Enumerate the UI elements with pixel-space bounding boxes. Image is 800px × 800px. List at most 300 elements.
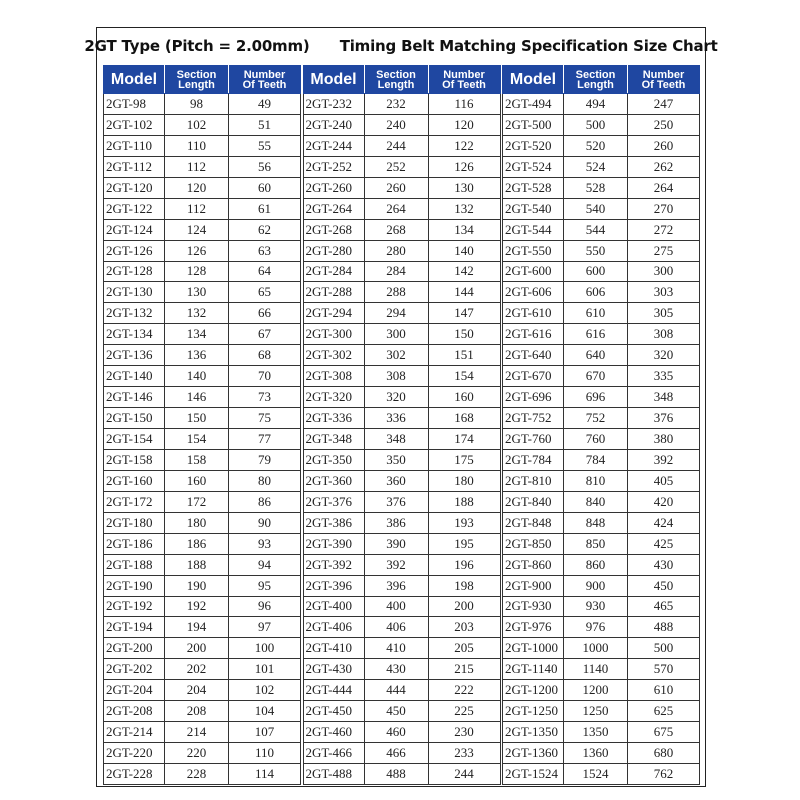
teeth-count-cell: 77 — [229, 429, 301, 450]
section-length-cell: 348 — [364, 429, 428, 450]
section-length-cell: 450 — [364, 701, 428, 722]
model-cell: 2GT-300 — [303, 324, 364, 345]
model-cell: 2GT-400 — [303, 596, 364, 617]
section-length-cell: 280 — [364, 240, 428, 261]
table-row — [303, 449, 500, 470]
teeth-count-cell: 100 — [229, 638, 301, 659]
teeth-count-cell: 86 — [229, 491, 301, 512]
model-cell: 2GT-406 — [303, 617, 364, 638]
teeth-count-cell: 104 — [229, 701, 301, 722]
teeth-count-cell: 130 — [428, 177, 500, 198]
model-cell: 2GT-1250 — [503, 701, 564, 722]
section-length-cell: 220 — [165, 743, 229, 764]
section-length-cell: 294 — [364, 303, 428, 324]
table-row — [104, 177, 301, 198]
model-cell: 2GT-524 — [503, 156, 564, 177]
table-row — [303, 261, 500, 282]
section-length-cell: 544 — [564, 219, 628, 240]
section-length-cell: 1250 — [564, 701, 628, 722]
model-cell: 2GT-850 — [503, 533, 564, 554]
model-cell: 2GT-154 — [104, 429, 165, 450]
section-length-cell: 976 — [564, 617, 628, 638]
model-header: Model — [104, 66, 165, 94]
model-cell: 2GT-194 — [104, 617, 165, 638]
section-length-cell: 150 — [165, 408, 229, 429]
teeth-count-cell: 675 — [628, 722, 700, 743]
teeth-count-cell: 376 — [628, 408, 700, 429]
model-cell: 2GT-240 — [303, 114, 364, 135]
model-cell: 2GT-188 — [104, 554, 165, 575]
teeth-count-cell: 450 — [628, 575, 700, 596]
table-row — [104, 680, 301, 701]
section-length-header: Section Length — [165, 66, 229, 94]
model-cell: 2GT-848 — [503, 512, 564, 533]
model-cell: 2GT-376 — [303, 491, 364, 512]
teeth-count-cell: 67 — [229, 324, 301, 345]
table-body — [503, 94, 700, 785]
table-row — [503, 240, 700, 261]
teeth-count-cell: 215 — [428, 659, 500, 680]
model-cell: 2GT-1140 — [503, 659, 564, 680]
table-row — [104, 303, 301, 324]
section-length-cell: 214 — [165, 722, 229, 743]
teeth-count-cell: 570 — [628, 659, 700, 680]
table-row — [303, 324, 500, 345]
table-row — [303, 114, 500, 135]
model-cell: 2GT-784 — [503, 449, 564, 470]
table-row — [303, 701, 500, 722]
table-row — [104, 135, 301, 156]
model-cell: 2GT-752 — [503, 408, 564, 429]
teeth-count-cell: 63 — [229, 240, 301, 261]
model-cell: 2GT-146 — [104, 387, 165, 408]
teeth-count-cell: 120 — [428, 114, 500, 135]
model-cell: 2GT-460 — [303, 722, 364, 743]
table-row — [503, 596, 700, 617]
section-length-cell: 860 — [564, 554, 628, 575]
teeth-count-cell: 49 — [229, 94, 301, 115]
teeth-count-cell: 116 — [428, 94, 500, 115]
teeth-count-cell: 203 — [428, 617, 500, 638]
teeth-count-cell: 198 — [428, 575, 500, 596]
table-row — [503, 512, 700, 533]
model-cell: 2GT-122 — [104, 198, 165, 219]
section-length-cell: 430 — [364, 659, 428, 680]
table-row — [303, 387, 500, 408]
table-row — [104, 638, 301, 659]
table-row — [503, 470, 700, 491]
table-header-row — [303, 66, 500, 94]
teeth-count-cell: 233 — [428, 743, 500, 764]
table-header-row — [503, 66, 700, 94]
model-cell: 2GT-124 — [104, 219, 165, 240]
table-row — [503, 156, 700, 177]
model-cell: 2GT-128 — [104, 261, 165, 282]
section-length-cell: 188 — [165, 554, 229, 575]
model-cell: 2GT-208 — [104, 701, 165, 722]
section-length-cell: 200 — [165, 638, 229, 659]
section-length-cell: 252 — [364, 156, 428, 177]
table-row — [503, 94, 700, 115]
section-length-cell: 494 — [564, 94, 628, 115]
model-cell: 2GT-244 — [303, 135, 364, 156]
model-cell: 2GT-810 — [503, 470, 564, 491]
section-length-cell: 124 — [165, 219, 229, 240]
teeth-count-cell: 102 — [229, 680, 301, 701]
teeth-count-cell: 225 — [428, 701, 500, 722]
table-row — [503, 659, 700, 680]
table-row — [503, 345, 700, 366]
teeth-count-cell: 320 — [628, 345, 700, 366]
model-cell: 2GT-140 — [104, 366, 165, 387]
model-cell: 2GT-180 — [104, 512, 165, 533]
table-header-row — [104, 66, 301, 94]
teeth-count-cell: 303 — [628, 282, 700, 303]
table-row — [303, 722, 500, 743]
section-length-cell: 670 — [564, 366, 628, 387]
model-cell: 2GT-520 — [503, 135, 564, 156]
teeth-count-cell: 425 — [628, 533, 700, 554]
table-row — [104, 470, 301, 491]
section-length-cell: 136 — [165, 345, 229, 366]
section-length-cell: 376 — [364, 491, 428, 512]
section-length-cell: 202 — [165, 659, 229, 680]
table-row — [303, 491, 500, 512]
table-row — [303, 156, 500, 177]
model-cell: 2GT-120 — [104, 177, 165, 198]
table-row — [503, 554, 700, 575]
teeth-count-cell: 101 — [229, 659, 301, 680]
teeth-count-cell: 680 — [628, 743, 700, 764]
model-cell: 2GT-1000 — [503, 638, 564, 659]
model-cell: 2GT-544 — [503, 219, 564, 240]
section-length-header: Section Length — [564, 66, 628, 94]
table-body — [303, 94, 500, 785]
table-row — [503, 135, 700, 156]
section-length-cell: 110 — [165, 135, 229, 156]
teeth-count-cell: 262 — [628, 156, 700, 177]
teeth-count-cell: 180 — [428, 470, 500, 491]
model-cell: 2GT-158 — [104, 449, 165, 470]
teeth-count-cell: 335 — [628, 366, 700, 387]
section-length-cell: 154 — [165, 429, 229, 450]
section-length-cell: 616 — [564, 324, 628, 345]
teeth-count-cell: 80 — [229, 470, 301, 491]
model-cell: 2GT-336 — [303, 408, 364, 429]
spec-table-3 — [502, 65, 700, 785]
section-length-cell: 112 — [165, 156, 229, 177]
teeth-count-cell: 610 — [628, 680, 700, 701]
table-row — [303, 219, 500, 240]
teeth-count-cell: 300 — [628, 261, 700, 282]
section-length-cell: 460 — [364, 722, 428, 743]
model-cell: 2GT-172 — [104, 491, 165, 512]
model-cell: 2GT-1524 — [503, 764, 564, 785]
table-row — [303, 94, 500, 115]
section-length-cell: 268 — [364, 219, 428, 240]
teeth-count-cell: 79 — [229, 449, 301, 470]
table-row — [104, 387, 301, 408]
table-row — [104, 408, 301, 429]
model-cell: 2GT-1350 — [503, 722, 564, 743]
model-cell: 2GT-386 — [303, 512, 364, 533]
table-row — [503, 324, 700, 345]
table-row — [104, 554, 301, 575]
section-length-cell: 98 — [165, 94, 229, 115]
section-length-cell: 524 — [564, 156, 628, 177]
section-length-cell: 600 — [564, 261, 628, 282]
section-length-cell: 390 — [364, 533, 428, 554]
teeth-count-cell: 64 — [229, 261, 301, 282]
model-header: Model — [503, 66, 564, 94]
teeth-count-cell: 70 — [229, 366, 301, 387]
section-length-cell: 130 — [165, 282, 229, 303]
model-cell: 2GT-528 — [503, 177, 564, 198]
teeth-count-cell: 144 — [428, 282, 500, 303]
model-cell: 2GT-860 — [503, 554, 564, 575]
table-row — [104, 575, 301, 596]
section-length-cell: 810 — [564, 470, 628, 491]
model-cell: 2GT-550 — [503, 240, 564, 261]
model-cell: 2GT-136 — [104, 345, 165, 366]
teeth-count-cell: 405 — [628, 470, 700, 491]
section-length-cell: 1000 — [564, 638, 628, 659]
model-cell: 2GT-302 — [303, 345, 364, 366]
model-cell: 2GT-268 — [303, 219, 364, 240]
model-cell: 2GT-1360 — [503, 743, 564, 764]
table-row — [503, 701, 700, 722]
teeth-count-cell: 222 — [428, 680, 500, 701]
table-row — [503, 366, 700, 387]
table-row — [303, 429, 500, 450]
table-row — [303, 659, 500, 680]
chart-title: 2GT Type (Pitch = 2.00mm) Timing Belt Matching Specification Size Chart — [84, 37, 718, 55]
section-length-cell: 186 — [165, 533, 229, 554]
model-cell: 2GT-350 — [303, 449, 364, 470]
model-cell: 2GT-320 — [303, 387, 364, 408]
section-length-cell: 308 — [364, 366, 428, 387]
section-length-cell: 192 — [165, 596, 229, 617]
section-length-cell: 396 — [364, 575, 428, 596]
section-length-cell: 840 — [564, 491, 628, 512]
table-row — [104, 512, 301, 533]
table-row — [104, 345, 301, 366]
table-row — [104, 617, 301, 638]
section-length-cell: 900 — [564, 575, 628, 596]
section-length-cell: 360 — [364, 470, 428, 491]
table-row — [104, 533, 301, 554]
section-length-cell: 500 — [564, 114, 628, 135]
table-row — [104, 743, 301, 764]
teeth-count-cell: 61 — [229, 198, 301, 219]
table-row — [303, 533, 500, 554]
section-length-cell: 128 — [165, 261, 229, 282]
spec-table-1 — [103, 65, 301, 785]
model-cell: 2GT-900 — [503, 575, 564, 596]
section-length-cell: 850 — [564, 533, 628, 554]
table-row — [104, 449, 301, 470]
section-length-cell: 132 — [165, 303, 229, 324]
model-cell: 2GT-466 — [303, 743, 364, 764]
table-row — [503, 387, 700, 408]
model-cell: 2GT-294 — [303, 303, 364, 324]
model-cell: 2GT-220 — [104, 743, 165, 764]
section-length-cell: 172 — [165, 491, 229, 512]
table-row — [104, 366, 301, 387]
table-row — [104, 596, 301, 617]
model-cell: 2GT-610 — [503, 303, 564, 324]
section-length-cell: 784 — [564, 449, 628, 470]
teeth-count-cell: 122 — [428, 135, 500, 156]
teeth-count-cell: 140 — [428, 240, 500, 261]
model-cell: 2GT-228 — [104, 764, 165, 785]
teeth-count-cell: 147 — [428, 303, 500, 324]
model-cell: 2GT-976 — [503, 617, 564, 638]
table-row — [303, 345, 500, 366]
teeth-count-cell: 270 — [628, 198, 700, 219]
teeth-count-cell: 392 — [628, 449, 700, 470]
teeth-count-cell: 264 — [628, 177, 700, 198]
teeth-count-cell: 308 — [628, 324, 700, 345]
model-cell: 2GT-392 — [303, 554, 364, 575]
section-length-cell: 260 — [364, 177, 428, 198]
tables-container — [103, 65, 700, 785]
section-length-cell: 848 — [564, 512, 628, 533]
model-cell: 2GT-102 — [104, 114, 165, 135]
teeth-count-cell: 275 — [628, 240, 700, 261]
table-row — [503, 722, 700, 743]
section-length-cell: 1140 — [564, 659, 628, 680]
section-length-cell: 752 — [564, 408, 628, 429]
model-cell: 2GT-494 — [503, 94, 564, 115]
model-cell: 2GT-192 — [104, 596, 165, 617]
teeth-count-cell: 132 — [428, 198, 500, 219]
teeth-count-cell: 195 — [428, 533, 500, 554]
teeth-count-cell: 175 — [428, 449, 500, 470]
section-length-cell: 1360 — [564, 743, 628, 764]
table-row — [503, 114, 700, 135]
teeth-count-cell: 134 — [428, 219, 500, 240]
teeth-count-cell: 126 — [428, 156, 500, 177]
model-cell: 2GT-540 — [503, 198, 564, 219]
teeth-count-cell: 150 — [428, 324, 500, 345]
teeth-count-cell: 151 — [428, 345, 500, 366]
model-cell: 2GT-132 — [104, 303, 165, 324]
section-length-cell: 126 — [165, 240, 229, 261]
table-row — [503, 449, 700, 470]
section-length-cell: 540 — [564, 198, 628, 219]
table-row — [104, 429, 301, 450]
table-row — [303, 408, 500, 429]
teeth-count-cell: 142 — [428, 261, 500, 282]
teeth-count-cell: 93 — [229, 533, 301, 554]
table-row — [104, 94, 301, 115]
model-cell: 2GT-260 — [303, 177, 364, 198]
teeth-count-cell: 95 — [229, 575, 301, 596]
model-cell: 2GT-204 — [104, 680, 165, 701]
table-row — [104, 491, 301, 512]
model-cell: 2GT-284 — [303, 261, 364, 282]
section-length-cell: 410 — [364, 638, 428, 659]
table-row — [303, 366, 500, 387]
teeth-count-cell: 56 — [229, 156, 301, 177]
section-length-cell: 228 — [165, 764, 229, 785]
model-cell: 2GT-186 — [104, 533, 165, 554]
model-cell: 2GT-1200 — [503, 680, 564, 701]
model-cell: 2GT-200 — [104, 638, 165, 659]
section-length-cell: 488 — [364, 764, 428, 785]
teeth-count-cell: 174 — [428, 429, 500, 450]
teeth-count-cell: 625 — [628, 701, 700, 722]
section-length-cell: 194 — [165, 617, 229, 638]
table-row — [303, 177, 500, 198]
section-length-cell: 336 — [364, 408, 428, 429]
model-header: Model — [303, 66, 364, 94]
model-cell: 2GT-288 — [303, 282, 364, 303]
teeth-count-cell: 96 — [229, 596, 301, 617]
teeth-count-cell: 193 — [428, 512, 500, 533]
section-length-cell: 466 — [364, 743, 428, 764]
section-length-cell: 158 — [165, 449, 229, 470]
teeth-count-cell: 60 — [229, 177, 301, 198]
spec-chart-frame — [84, 27, 718, 787]
table-row — [104, 240, 301, 261]
teeth-count-cell: 250 — [628, 114, 700, 135]
model-cell: 2GT-202 — [104, 659, 165, 680]
model-cell: 2GT-760 — [503, 429, 564, 450]
teeth-count-cell: 114 — [229, 764, 301, 785]
section-length-cell: 204 — [165, 680, 229, 701]
table-row — [503, 429, 700, 450]
table-row — [303, 303, 500, 324]
model-cell: 2GT-190 — [104, 575, 165, 596]
table-row — [503, 177, 700, 198]
teeth-count-cell: 488 — [628, 617, 700, 638]
teeth-count-cell: 66 — [229, 303, 301, 324]
table-row — [503, 198, 700, 219]
teeth-count-cell: 160 — [428, 387, 500, 408]
model-cell: 2GT-670 — [503, 366, 564, 387]
table-row — [503, 282, 700, 303]
table-row — [303, 596, 500, 617]
model-cell: 2GT-390 — [303, 533, 364, 554]
section-length-cell: 180 — [165, 512, 229, 533]
section-length-cell: 120 — [165, 177, 229, 198]
teeth-count-cell: 424 — [628, 512, 700, 533]
teeth-count-cell: 762 — [628, 764, 700, 785]
section-length-cell: 386 — [364, 512, 428, 533]
model-cell: 2GT-600 — [503, 261, 564, 282]
section-length-cell: 610 — [564, 303, 628, 324]
model-cell: 2GT-110 — [104, 135, 165, 156]
table-row — [303, 743, 500, 764]
section-length-cell: 288 — [364, 282, 428, 303]
model-cell: 2GT-150 — [104, 408, 165, 429]
teeth-count-cell: 500 — [628, 638, 700, 659]
table-row — [104, 219, 301, 240]
model-cell: 2GT-616 — [503, 324, 564, 345]
section-length-cell: 232 — [364, 94, 428, 115]
section-length-cell: 112 — [165, 198, 229, 219]
teeth-count-cell: 272 — [628, 219, 700, 240]
section-length-cell: 392 — [364, 554, 428, 575]
table-row — [303, 617, 500, 638]
model-cell: 2GT-500 — [503, 114, 564, 135]
table-row — [104, 764, 301, 785]
table-row — [503, 261, 700, 282]
table-row — [503, 743, 700, 764]
section-length-cell: 208 — [165, 701, 229, 722]
